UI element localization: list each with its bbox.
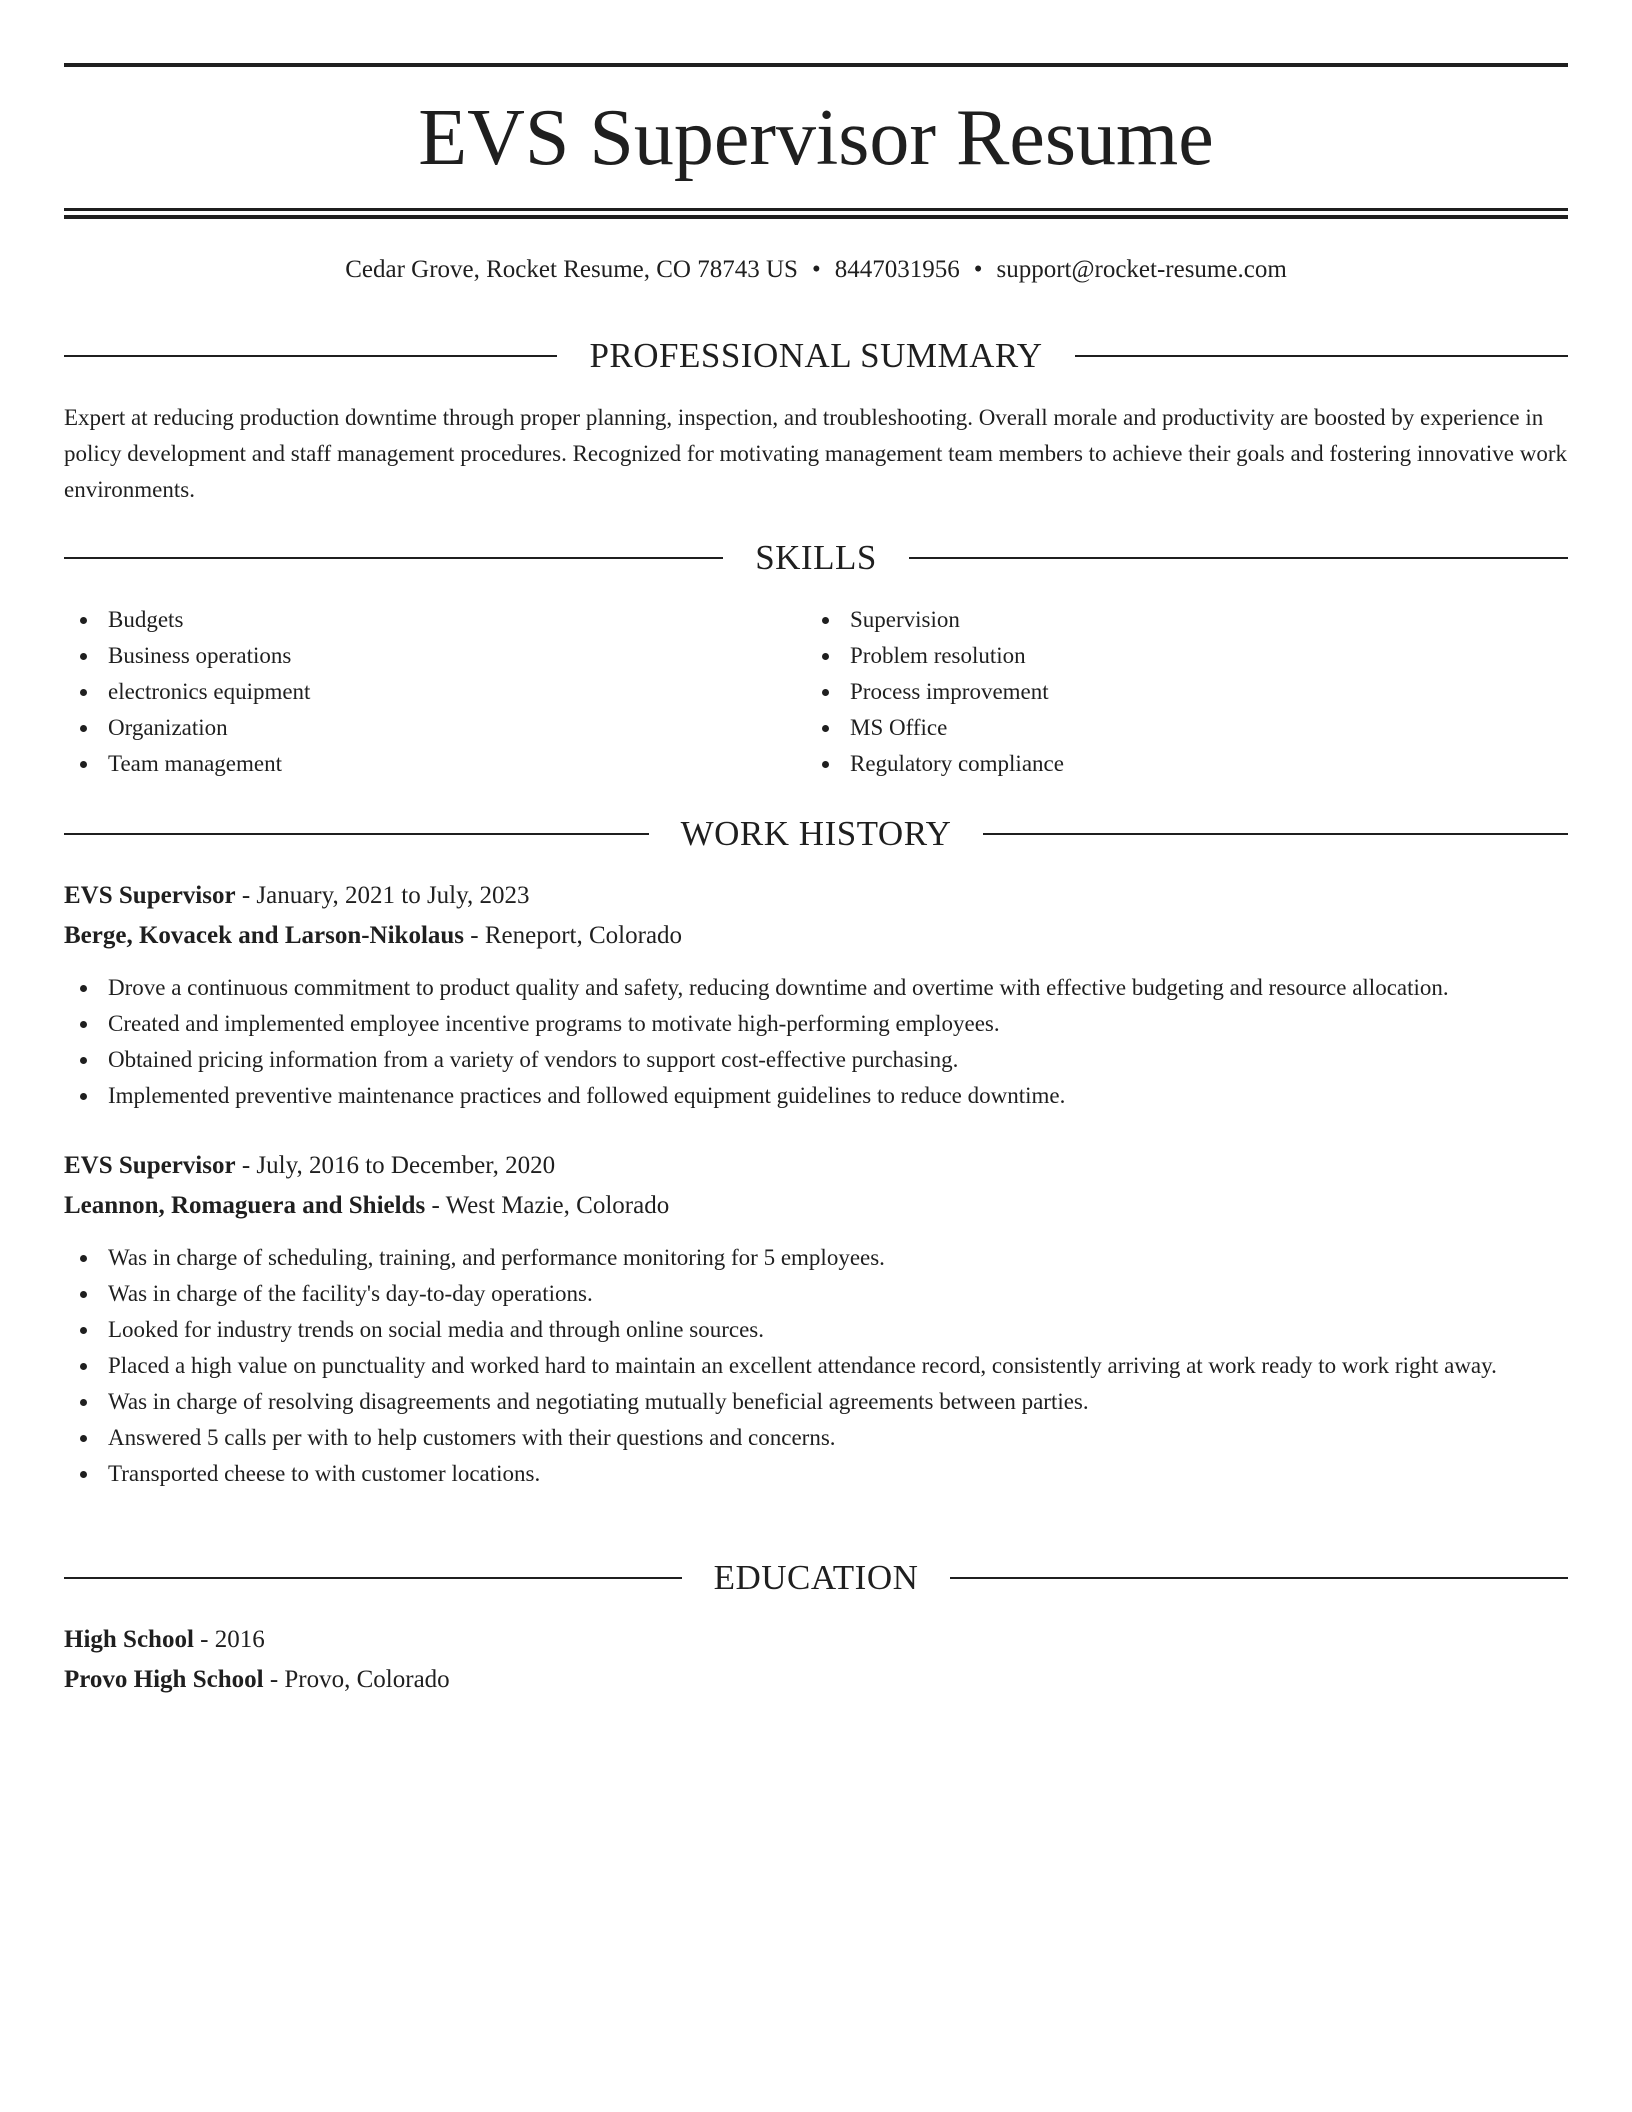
heading-rule <box>950 1577 1568 1579</box>
education-degree: High School <box>64 1626 194 1653</box>
job-bullet: Looked for industry trends on social media and through online sources. <box>64 1312 1568 1348</box>
education-school: Provo High School <box>64 1666 264 1693</box>
job-bullet: Was in charge of the facility's day-to-day operations. <box>64 1276 1568 1312</box>
job-bullet: Created and implemented employee incentive programs to motivate high-performing employees. <box>64 1006 1568 1042</box>
heading-rule <box>64 1577 682 1579</box>
job-bullet: Answered 5 calls per with to help customers with their questions and concerns. <box>64 1420 1568 1456</box>
skill-item: Organization <box>64 710 764 746</box>
skills-heading-label: SKILLS <box>755 538 877 577</box>
contact-separator: • <box>811 256 821 283</box>
education-degree-line <box>64 1622 1568 1658</box>
job-bullets <box>64 1240 1568 1492</box>
education-school-line <box>64 1662 1568 1698</box>
skills-list-right <box>806 602 1506 782</box>
contact-address: Cedar Grove, Rocket Resume, CO 78743 US <box>345 256 798 283</box>
skill-item: Budgets <box>64 602 764 638</box>
job-company: Leannon, Romaguera and Shields <box>64 1192 426 1219</box>
contact-phone: 8447031956 <box>834 256 960 283</box>
heading-rule <box>64 557 723 559</box>
job-bullet: Was in charge of scheduling, training, and performance monitoring for 5 employees. <box>64 1240 1568 1276</box>
job-location: - West Mazie, Colorado <box>431 1192 670 1219</box>
skill-item: Business operations <box>64 638 764 674</box>
skill-item: electronics equipment <box>64 674 764 710</box>
job-dates: - July, 2016 to December, 2020 <box>241 1152 556 1179</box>
skill-item: Problem resolution <box>806 638 1506 674</box>
heading-rule <box>1075 355 1568 357</box>
skill-item: Team management <box>64 746 764 782</box>
job-bullet: Implemented preventive maintenance practices and followed equipment guidelines to reduce downtime. <box>64 1078 1568 1114</box>
job-title: EVS Supervisor <box>64 882 236 909</box>
contact-separator: • <box>973 256 983 283</box>
job-company: Berge, Kovacek and Larson-Nikolaus <box>64 922 465 949</box>
skill-item: MS Office <box>806 710 1506 746</box>
job-bullets <box>64 970 1568 1114</box>
contact-email: support@rocket-resume.com <box>996 256 1287 283</box>
job-title-line <box>64 878 1568 914</box>
skills-list-left <box>64 602 764 782</box>
top-rule <box>64 63 1568 67</box>
heading-rule <box>909 557 1568 559</box>
job-location: - Reneport, Colorado <box>470 922 683 949</box>
contact-line <box>64 254 1568 286</box>
education-location: - Provo, Colorado <box>269 1666 450 1693</box>
education-heading <box>64 1556 1568 1600</box>
heading-rule <box>64 355 557 357</box>
title-rule-thin <box>64 208 1568 211</box>
resume-title: EVS Supervisor Resume <box>418 94 1214 182</box>
education-heading-label: EDUCATION <box>713 1558 919 1597</box>
work-heading <box>64 812 1568 856</box>
title-rule-thick <box>64 215 1568 219</box>
job-title: EVS Supervisor <box>64 1152 236 1179</box>
heading-rule <box>983 833 1568 835</box>
skill-item: Process improvement <box>806 674 1506 710</box>
job-bullet: Drove a continuous commitment to product quality and safety, reducing downtime and overtime with effective budgeting and resource allocation. <box>64 970 1568 1006</box>
summary-heading <box>64 334 1568 378</box>
job-bullet: Was in charge of resolving disagreements and negotiating mutually beneficial agreements between parties. <box>64 1384 1568 1420</box>
job-title-line <box>64 1148 1568 1184</box>
work-heading-label: WORK HISTORY <box>680 814 952 853</box>
job-company-line <box>64 1188 1568 1224</box>
job-bullet: Obtained pricing information from a variety of vendors to support cost-effective purchasing. <box>64 1042 1568 1078</box>
skill-item: Regulatory compliance <box>806 746 1506 782</box>
skills-heading <box>64 536 1568 580</box>
job-company-line <box>64 918 1568 954</box>
summary-text: Expert at reducing production downtime through proper planning, inspection, and troubleshooting. Overall morale and productivity are boosted by experience in policy development and staff management procedures. Recognized for motivating management team members to achieve their goals and fostering innovative work environments. <box>64 405 1568 502</box>
job-bullet: Placed a high value on punctuality and worked hard to maintain an excellent attendance record, consistently arriving at work ready to work right away. <box>64 1348 1568 1384</box>
job-dates: - January, 2021 to July, 2023 <box>241 882 530 909</box>
job-bullet: Transported cheese to with customer locations. <box>64 1456 1568 1492</box>
heading-rule <box>64 833 649 835</box>
summary-heading-label: PROFESSIONAL SUMMARY <box>589 336 1043 375</box>
skill-item: Supervision <box>806 602 1506 638</box>
education-year: - 2016 <box>200 1626 265 1653</box>
